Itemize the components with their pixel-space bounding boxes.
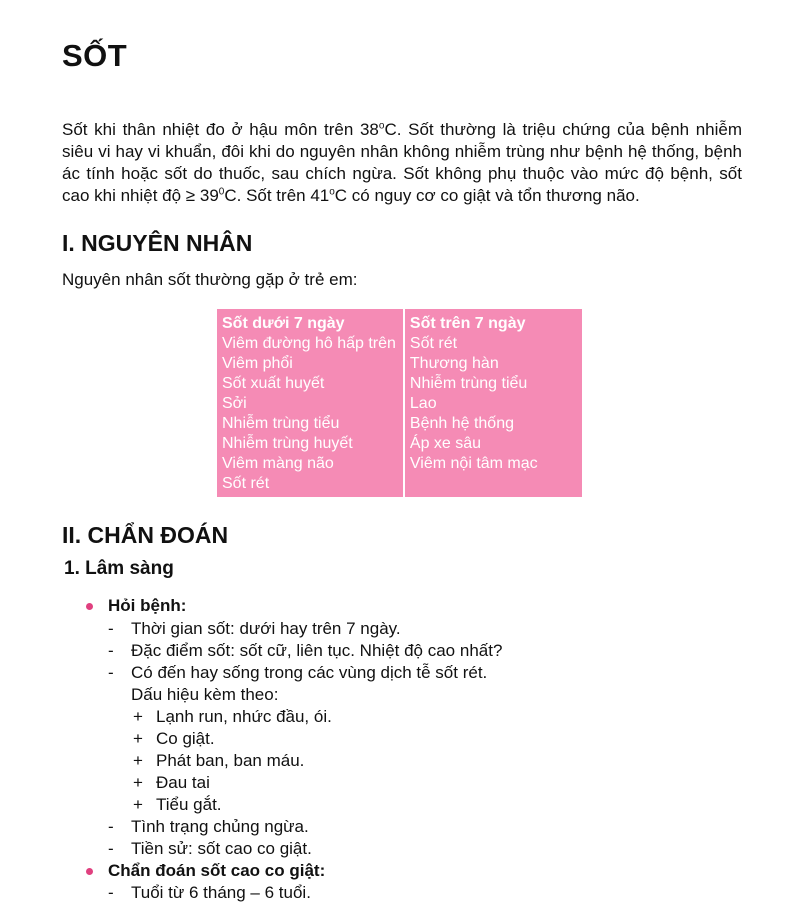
dash-marker: - [108,883,114,902]
page-title: SỐT [62,38,128,73]
list-item: Có đến hay sống trong các vùng dịch tễ sốt rét. [131,663,488,682]
subheading-clinical: 1. Lâm sàng [64,558,174,579]
intro-paragraph [62,119,742,207]
list-item: Tiền sử: sốt cao co giật. [131,839,312,858]
list-item: Tình trạng chủng ngừa. [131,817,309,836]
column-header: Sốt dưới 7 ngày [222,315,345,332]
intro-text-2: C. Sốt thường là triệu chứng của bệnh nhiễm siêu vi hay vi khuẩn, đôi khi do nguyên nhân không nhiễm trùng như bệnh hệ thống, bệnh ác tính hoặc sốt do thuốc, sau chích ngừa. Sốt không phụ thuộc vào mức độ bệnh, sốt cao khi nhiệt độ ≥ 39 [62,120,742,205]
table-cell: Nhiễm trùng huyết [222,435,353,452]
intro-text-3: C. Sốt trên 41 [224,186,330,205]
table-cell: Sốt rét [222,475,270,492]
plus-marker: + [133,729,143,748]
table-cell: Bệnh hệ thống [409,415,514,432]
table-cell: Viêm đường hô hấp trên [222,335,396,352]
causes-lead-text: Nguyên nhân sốt thường gặp ở trẻ em: [62,270,358,289]
list-item: Co giật. [156,729,215,748]
degree-mark: o [329,186,335,198]
table-cell: Sởi [222,395,247,412]
list-item-febrile-seizure: Chẩn đoán sốt cao co giật: [108,861,326,880]
table-cell: Viêm phổi [222,355,293,372]
dash-marker: - [108,663,114,682]
plus-marker: + [133,751,143,770]
dash-marker: - [108,619,114,638]
list-item: Lạnh run, nhức đầu, ói. [156,707,332,726]
list-item-history: Hỏi bệnh: [108,596,187,615]
dash-marker: - [108,839,114,858]
table-cell: Nhiễm trùng tiểu [409,375,528,392]
table-cell: Viêm nội tâm mạc [409,455,538,472]
degree-mark: 0 [218,186,225,198]
table-cell: Sốt rét [409,335,458,352]
table-cell: Áp xe sâu [409,435,482,452]
causes-table [217,309,582,497]
plus-marker: + [133,707,143,726]
list-item: Đặc điểm sốt: sốt cữ, liên tục. Nhiệt độ cao nhất? [131,641,503,660]
bullet-icon [86,603,93,610]
causes-column-over-7-days [403,309,582,497]
list-item: Đau tai [156,773,210,792]
list-item: Tiểu gắt. [156,795,222,814]
table-cell: Nhiễm trùng tiểu [222,415,340,432]
list-item: Phát ban, ban máu. [156,751,305,770]
bullet-icon [86,868,93,875]
section-heading-causes: I. NGUYÊN NHÂN [62,230,253,256]
section-heading-diagnosis: II. CHẨN ĐOÁN [62,522,229,548]
table-cell: Viêm màng não [222,455,334,472]
table-cell: Lao [409,395,437,412]
dash-marker: - [108,641,114,660]
intro-text-1: Sốt khi thân nhiệt đo ở hậu môn trên 38 [62,120,379,139]
list-item: Tuổi từ 6 tháng – 6 tuổi. [131,883,311,902]
causes-column-under-7-days [217,309,401,497]
table-cell: Sốt xuất huyết [222,375,325,392]
degree-mark: o [378,120,385,132]
plus-marker: + [133,795,143,814]
intro-text-4: C có nguy cơ co giật và tổn thương não. [334,186,640,205]
plus-marker: + [133,773,143,792]
list-item: Dấu hiệu kèm theo: [131,685,279,704]
list-item: Thời gian sốt: dưới hay trên 7 ngày. [131,619,401,638]
dash-marker: - [108,817,114,836]
column-header: Sốt trên 7 ngày [409,315,526,332]
table-cell: Thương hàn [409,355,499,372]
